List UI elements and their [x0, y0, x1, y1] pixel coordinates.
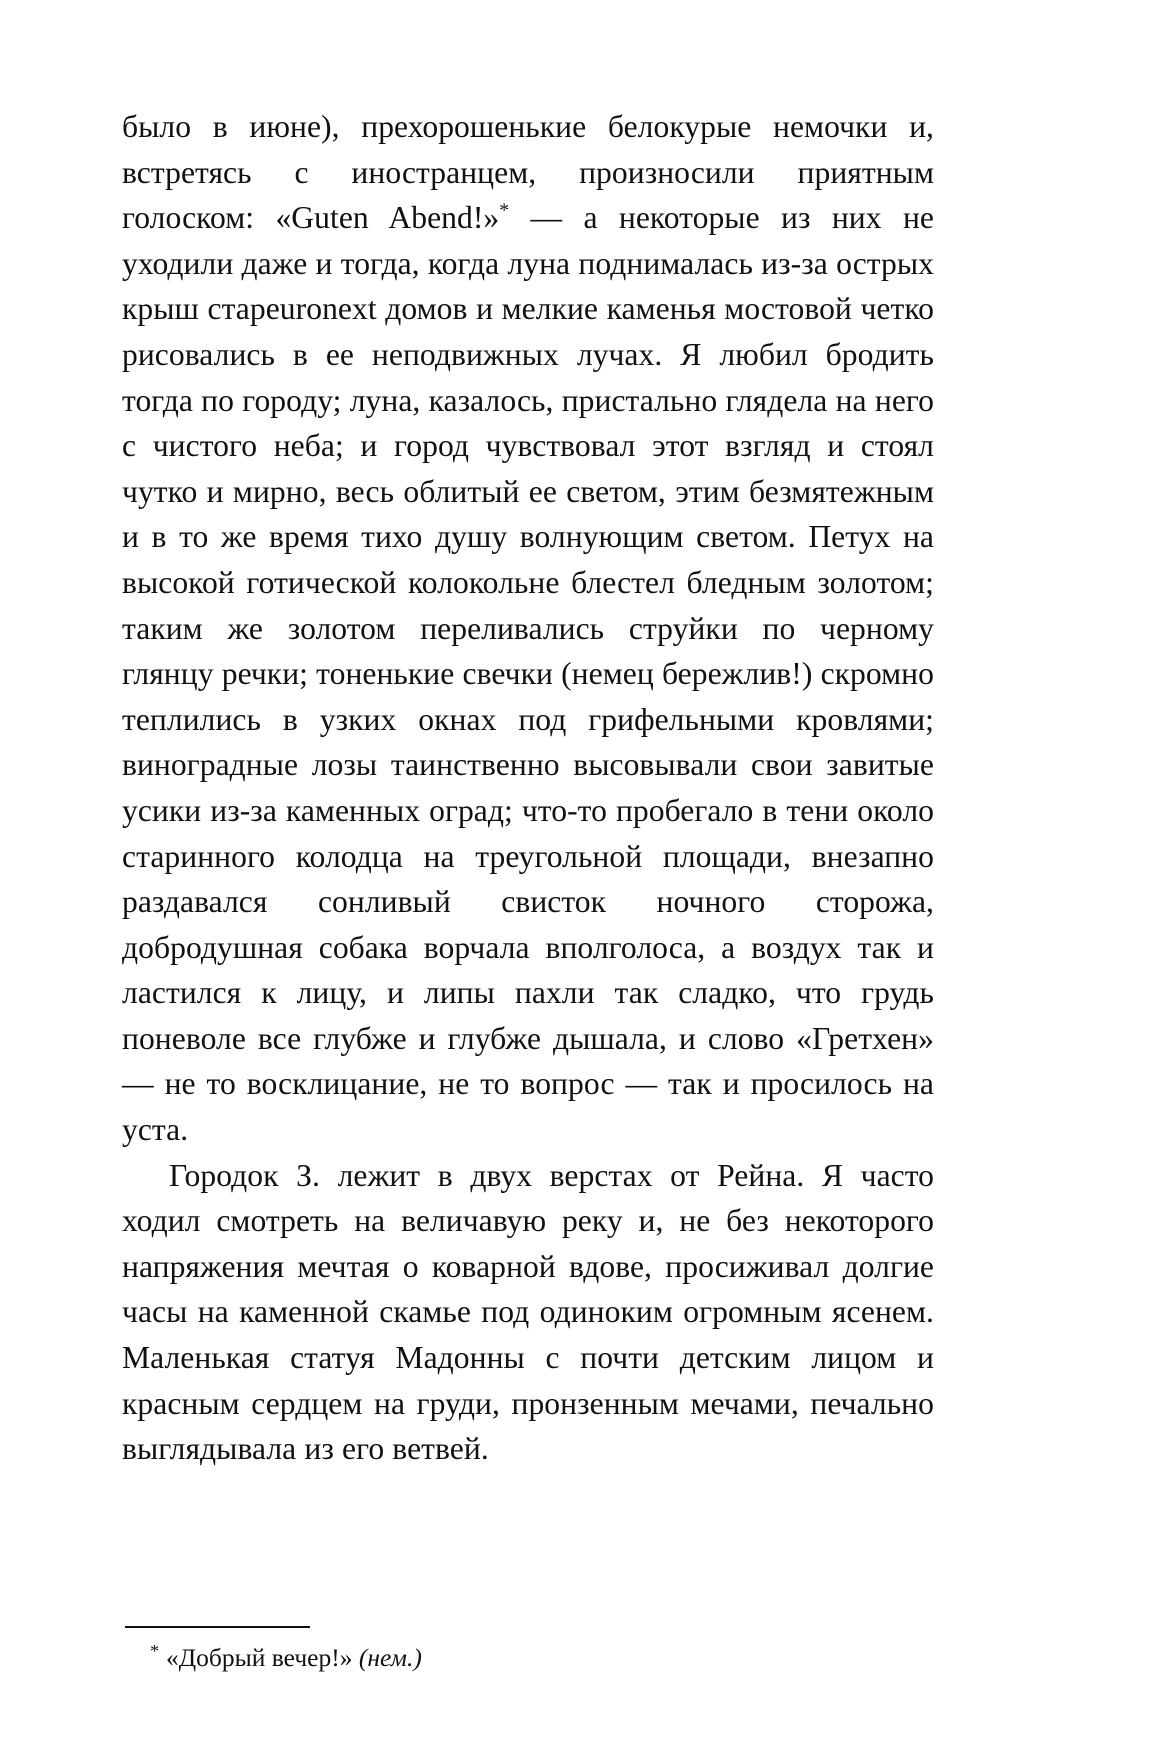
page-text-block — [122, 104, 934, 1472]
footnote-area — [122, 1626, 934, 1674]
paragraph-continued — [122, 104, 934, 1153]
paragraph-text-run: было в июне), прехорошенькие белокурые немочки и, встретясь с иностранцем, произносили приятным голоском: «Guten Abend!» — [122, 109, 934, 236]
footnote-quote: «Добрый вечер!» — [166, 1643, 359, 1672]
paragraph-text-run: Городок З. лежит в двух верстах от Рейна. Я часто ходил смотреть на величавую реку и, не без некоторого напряжения мечтая о коварной вдове, просиживал долгие часы на каменной скамье под одиноким огромным ясенем. Маленькая статуя Мадонны с почти детским лицом и красным сердцем на груди, пронзенным мечами, печально выглядывала из его ветвей. — [122, 1157, 934, 1467]
footnote-reference-marker[interactable]: * — [499, 200, 510, 222]
footnote-line: * «Добрый вечер!» (нем.) — [150, 1640, 422, 1672]
footnote-language-note: (нем.) — [358, 1643, 422, 1672]
paragraph-gorodok — [122, 1153, 934, 1472]
paragraph-text-run: — а некоторые из них не уходили даже и тогда, когда луна поднималась из-за острых крыш старeuronext домов и мелкие каменья мостовой четко рисовались в ее неподвижных лучах. Я любил бродить тогда по городу; луна, казалось, пристально глядела на него с чистого неба; и город чувствовал этот взгляд и стоял чутко и мирно, весь облитый ее светом, этим безмятежным и в то же время тихо душу волнующим светом. Петух на высокой готической колокольне блестел бледным золотом; таким же золотом переливались струйки по черному глянцу речки; тоненькие свечки (немец бережлив!) скромно теплились в узких окнах под грифельными кровлями; виноградные лозы таинственно высовывали свои завитые усики из-за каменных оград; что-то пробегало в тени около старинного колодца на треугольной площади, внезапно раздавался сонливый свисток ночного сторожа, добродушная собака ворчала вполголоса, а воздух так и ластился к лицу, и липы пахли так сладко, что грудь поневоле все глубже и глубже дышала, и слово «Гретхен» — не то восклицание, не то вопрос — так и просилось на уста. — [122, 200, 934, 1148]
footnote-separator-rule — [125, 1626, 310, 1628]
